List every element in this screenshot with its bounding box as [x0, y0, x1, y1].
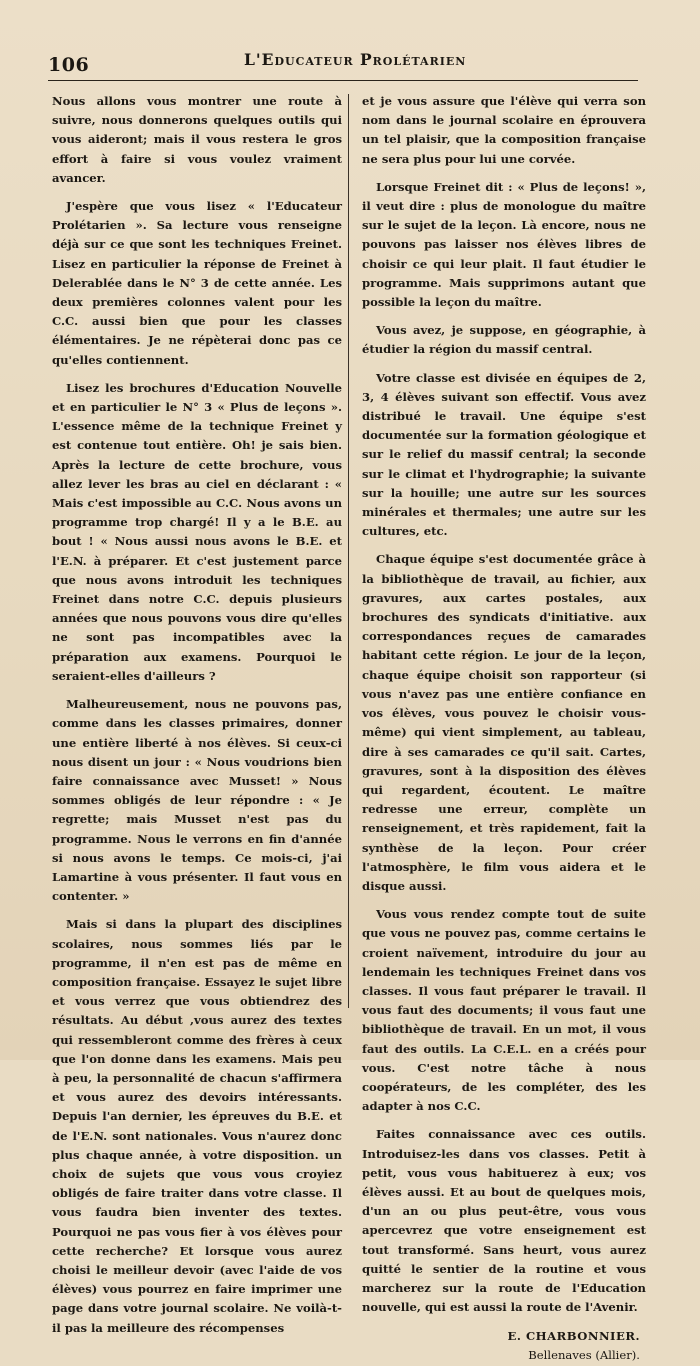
- left-column: [52, 92, 342, 1347]
- running-title: L'Educateur Prolétarien: [244, 50, 467, 69]
- paragraph: J'espère que vous lisez « l'Educateur Prolétarien ». Sa lecture vous renseigne déjà sur ce que sont les techniques Freinet. Lisez en particulier la réponse de Freinet à Delerablée dans le N° 3 de cette année. Les deux premières colonnes valent pour les C.C. aussi bien que pour les classes élémentaires. Je ne répèterai donc pas ce qu'elles contiennent.: [52, 199, 342, 367]
- page-header: [48, 48, 638, 82]
- paragraph: Malheureusement, nous ne pouvons pas, comme dans les classes primaires, donner une entière liberté à nos élèves. Si ceux-ci nous disent un jour : « Nous voudrions bien faire connaissance avec Musset! » Nous sommes obligés de leur répondre : « Je regrette; mais Musset n'est pas du programme. Nous le verrons en fin d'année si nous avons le temps. Ce mois-ci, j'ai Lamartine à vous présenter. Il faut vous en contenter. »: [52, 697, 342, 904]
- header-rule: [48, 80, 638, 81]
- paragraph: Nous allons vous montrer une route à suivre, nous donnerons quelques outils qui vous aideront; mais il vous restera le gros effort à faire si vous voulez vraiment avancer.: [52, 94, 342, 185]
- paragraph: Lorsque Freinet dit : « Plus de leçons! », il veut dire : plus de monologue du maître sur le sujet de la leçon. Là encore, nous ne pouvons pas laisser nos élèves libres de choisir ce qui leur plait. Il faut étudier le programme. Mais supprimons autant que possible la leçon du maître.: [362, 179, 646, 310]
- paragraph: Faites connaissance avec ces outils. Introduisez-les dans vos classes. Petit à petit, vous vous habituerez à eux; vos élèves aussi. Et au bout de quelques mois, d'un an ou plus peut-être, vous vous apercevrez que votre enseignement est tout transformé. Sans heurt, vous aurez quitté le sentier de la routine et vous marcherez sur la route de l'Education nouvelle, qui est aussi la route de l'Avenir.: [362, 1127, 646, 1315]
- page-number: 106: [48, 54, 90, 76]
- signature-author: E. CHARBONNIER.: [507, 1329, 640, 1344]
- paragraph: Mais si dans la plupart des disciplines scolaires, nous sommes liés par le programme, il n'en est pas de même en composition française. Essayez le sujet libre et vous verrez que vous obtiendrez des résultats. Au début ,vous aurez des textes qui ressembleront comme des frères à ceux que l'on donne dans les examens. Mais peu à peu, la personnalité de chacun s'affirmera et vous aurez des devoirs intéressants. Depuis l'an dernier, les épreuves du B.E. et de l'E.N. sont nationales. Vous n'aurez donc plus chaque année, à votre disposition. un choix de sujets que vous vous croyiez obligés de faire traiter dans votre classe. Il vous faudra bien inventer des textes. Pourquoi ne pas vous fier à vos élèves pour cette recherche? Et lorsque vous aurez choisi le meilleur devoir (avec l'aide de vos élèves) vous pourrez en faire imprimer une page dans votre journal scolaire. Ne voilà-t-il pas la meilleure des récompenses: [52, 917, 342, 1335]
- column-divider: [348, 94, 349, 1008]
- paragraph: Vous vous rendez compte tout de suite que vous ne pouvez pas, comme certains le croient naïvement, introduire du jour au lendemain les techniques Freinet dans vos classes. Il vous faut préparer le travail. Il vous faut des documents; il vous faut une bibliothèque de travail. En un mot, il vous faut des outils. La C.E.L. en a créés pour vous. C'est notre tâche à nous coopérateurs, de les compléter, des les adapter à nos C.C.: [362, 907, 646, 1114]
- paragraph: Vous avez, je suppose, en géographie, à étudier la région du massif central.: [362, 323, 646, 357]
- paragraph: Chaque équipe s'est documentée grâce à la bibliothèque de travail, au fichier, aux gravures, aux cartes postales, aux brochures des syndicats d'initiative. aux correspondances reçues de camarades habitant cette région. Le jour de la leçon, chaque équipe choisit son rapporteur (si vous n'avez pas une entière confiance en vos élèves, vous pouvez le choisir vous-même) qui vient simplement, au tableau, dire à ses camarades ce qu'il sait. Cartes, gravures, sont à la disposition des élèves qui regardent, écoutent. Le maître redresse une erreur, complète un renseignement, et très rapidement, fait la synthèse de la leçon. Pour créer l'atmosphère, le film vous aidera et le disque aussi.: [362, 552, 646, 893]
- right-column: [362, 92, 646, 1366]
- paragraph: Lisez les brochures d'Education Nouvelle et en particulier le N° 3 « Plus de leçons ». L'essence même de la technique Freinet y est contenue tout entière. Oh! je sais bien. Après la lecture de cette brochure, vous allez lever les bras au ciel en déclarant : « Mais c'est impossible au C.C. Nous avons un programme trop chargé! Il y a le B.E. au bout ! « Nous aussi nous avons le B.E. et l'E.N. à préparer. Et c'est justement parce que nous avons introduit les techniques Freinet dans notre C.C. depuis plusieurs années que nous pouvons vous dire qu'elles ne sont pas incompatibles avec la préparation aux examens. Pourquoi le seraient-elles d'ailleurs ?: [52, 380, 342, 683]
- signature-place: Bellenaves (Allier).: [528, 1348, 640, 1363]
- paragraph: Votre classe est divisée en équipes de 2, 3, 4 élèves suivant son effectif. Vous avez distribué le travail. Une équipe s'est documentée sur la formation géologique et sur le relief du massif central; la seconde sur le climat et l'hydrographie; la suivante sur la houille; une autre sur les sources minérales et thermales; une autre sur les cultures, etc.: [362, 370, 646, 539]
- paragraph: et je vous assure que l'élève qui verra son nom dans le journal scolaire en éprouvera un tel plaisir, que la composition française ne sera plus pour lui une corvée.: [362, 94, 646, 166]
